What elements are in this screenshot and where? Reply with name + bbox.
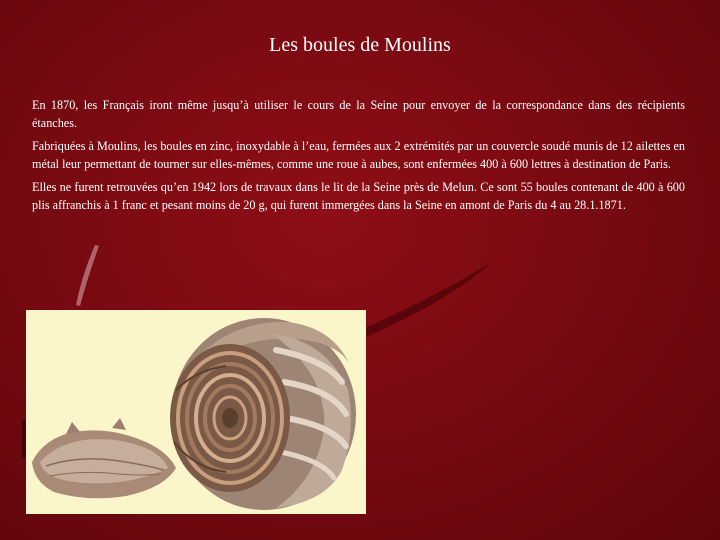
slide-body xyxy=(32,97,685,220)
paragraph-discovery: Elles ne furent retrouvées qu’en 1942 lors de travaux dans le lit de la Seine près de Melun. Ce sont 55 boules contenant de 400 à 600 plis affranchis à 1 franc et pesant moins de 20 g, qui furent immergées dans la Seine en amont de Paris du 4 au 28.1.1871. xyxy=(32,180,685,212)
paragraph-fabrication: Fabriquées à Moulins, les boules en zinc, inoxydable à l’eau, fermées aux 2 extrémités par un couvercle soudé munis de 12 ailettes en métal leur permettant de tourner sur elles-mêmes, comme une roue à aubes, sont enfermées 400 à 600 lettres à destination de Paris. xyxy=(32,139,685,171)
paragraph-intro: En 1870, les Français iront même jusqu’à utiliser le cours de la Seine pour envoyer de la correspondance dans des récipients étanches. xyxy=(32,98,685,130)
zinc-boule xyxy=(170,318,356,510)
broken-shell-piece xyxy=(32,418,176,498)
boules-photo xyxy=(26,310,366,514)
boules-illustration xyxy=(26,310,366,514)
slide-title: Les boules de Moulins xyxy=(269,34,451,56)
